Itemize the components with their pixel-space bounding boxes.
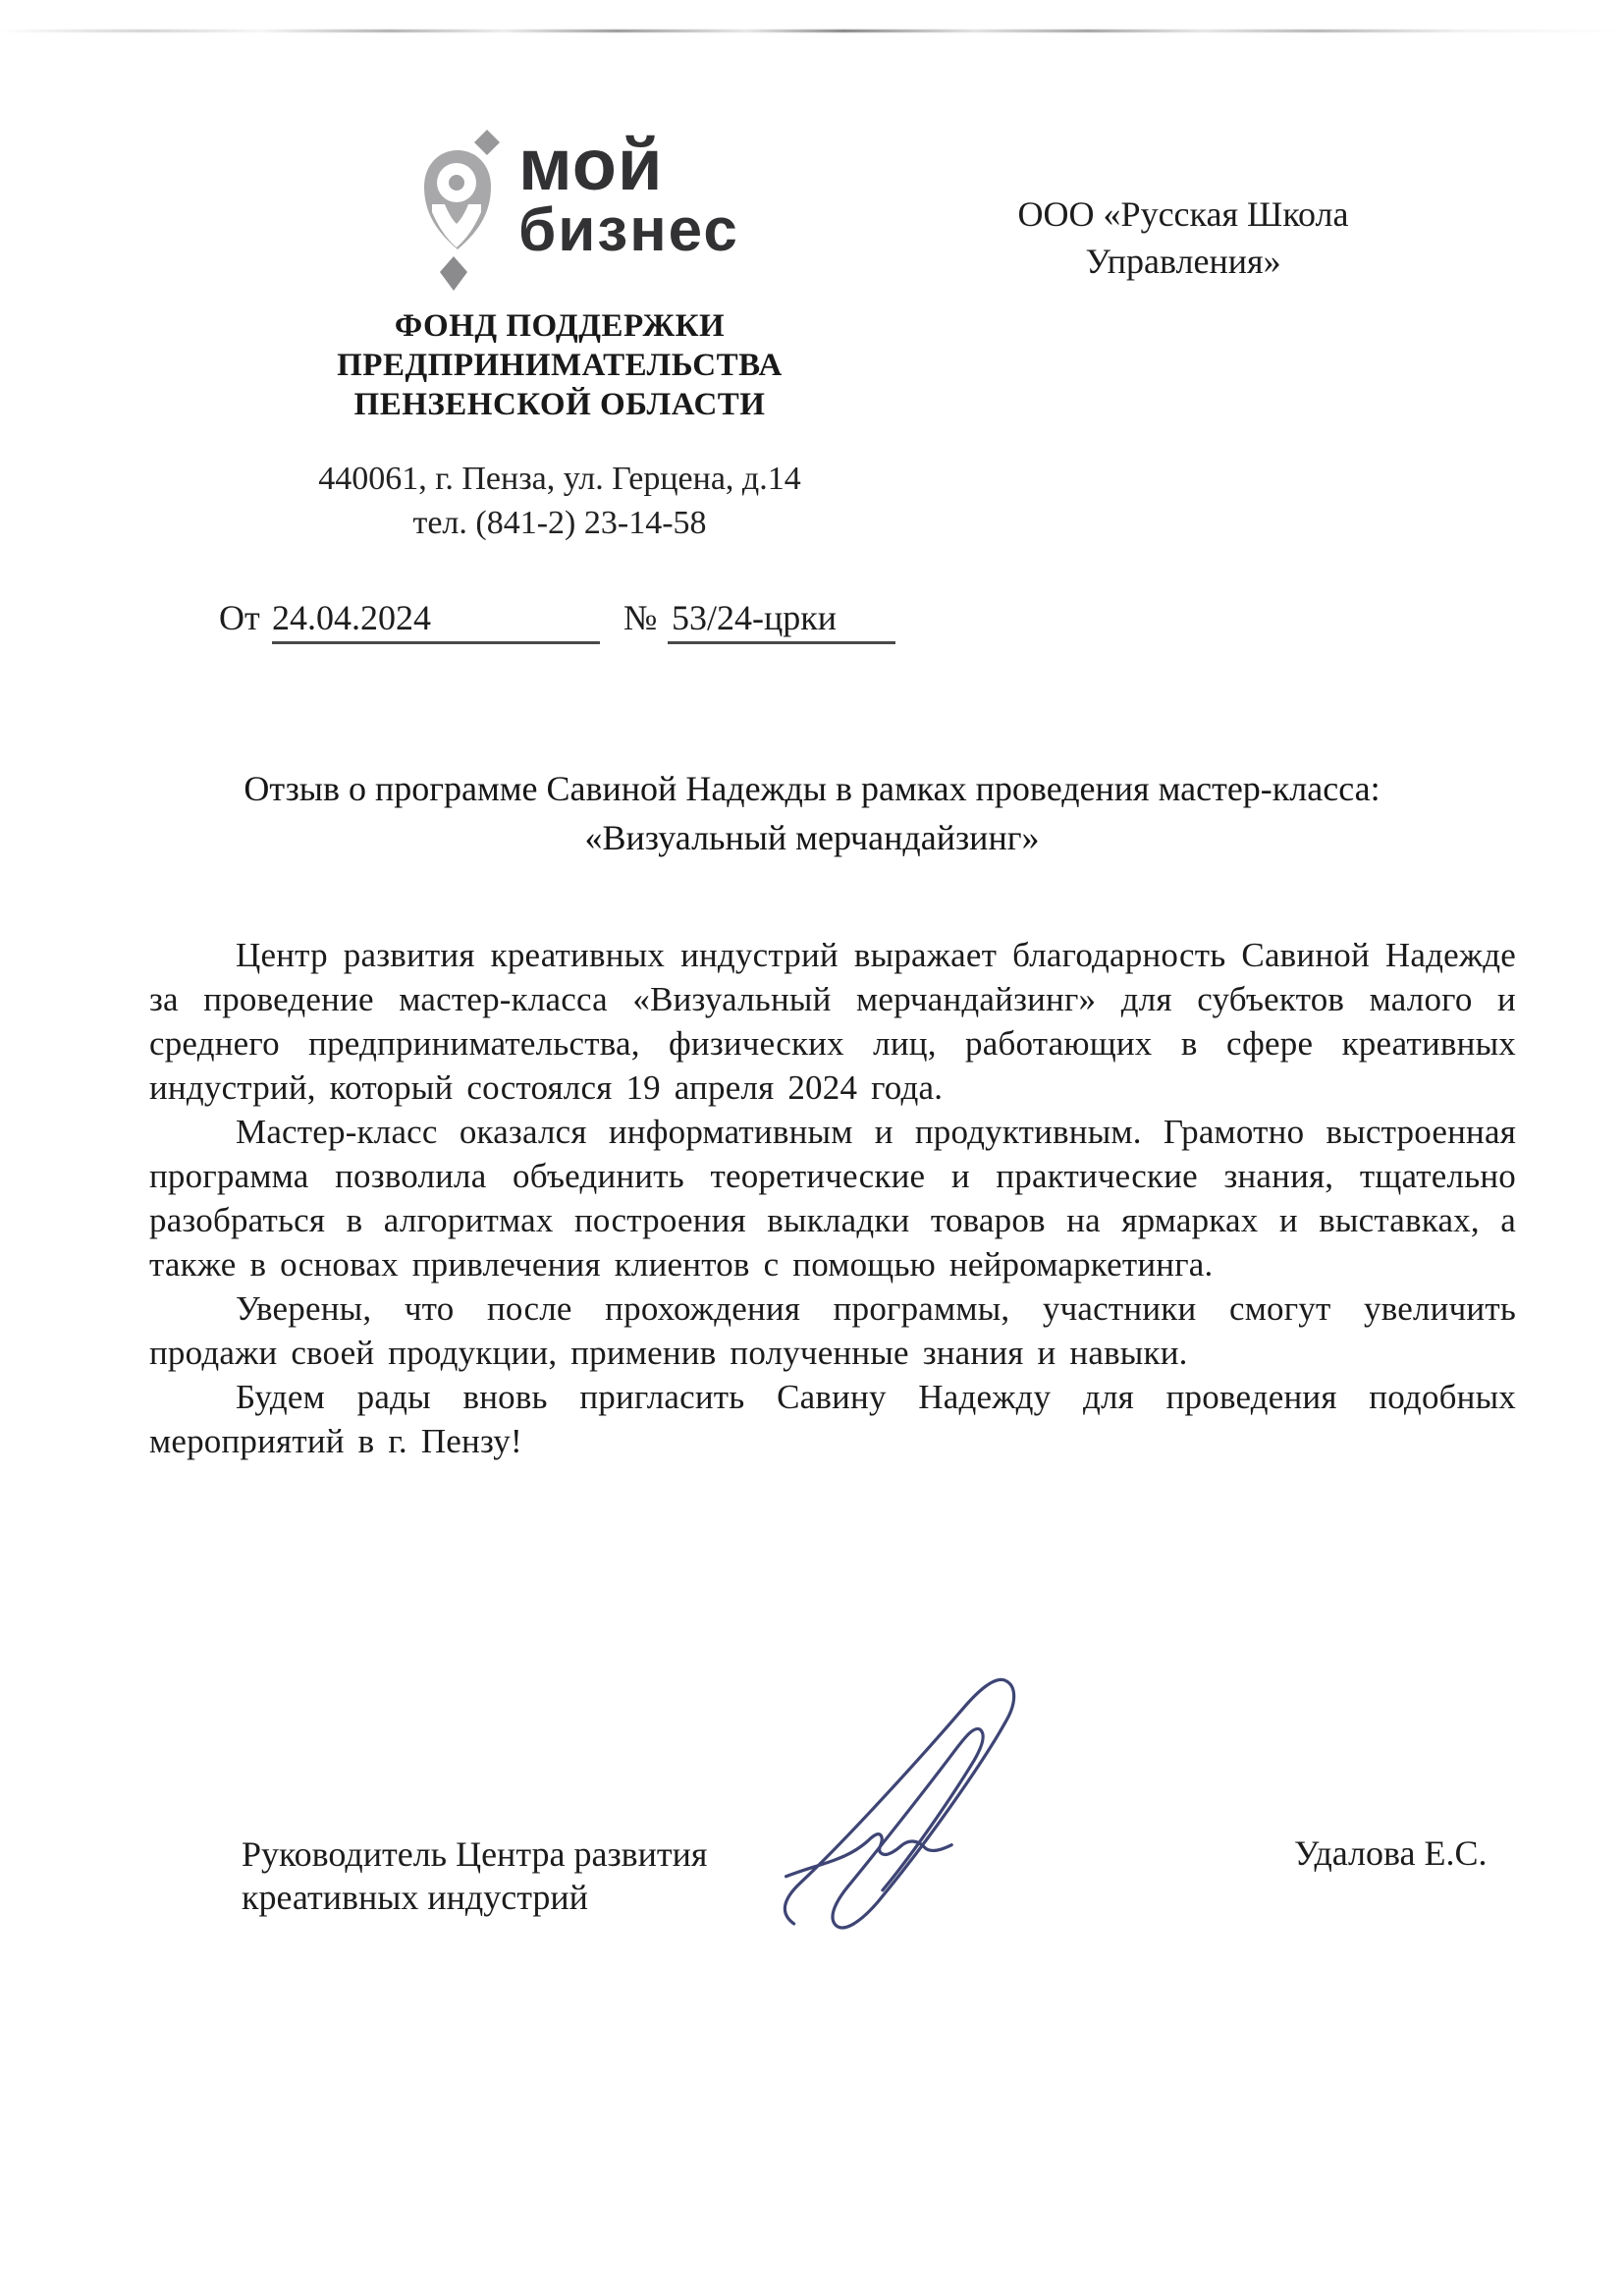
fund-name-line: ФОНД ПОДДЕРЖКИ xyxy=(394,308,726,344)
spark-diamond-icon xyxy=(474,130,500,155)
body-paragraph: Уверены, что после прохождения программы, участники смогут увеличить продажи своей продукции, применив полученные знания и навыки. xyxy=(149,1289,1516,1372)
signer-position-line: креативных индустрий xyxy=(242,1878,588,1917)
body-paragraph: Центр развития креативных индустрий выражает благодарность Савиной Надежде за проведение мастер-класса «Визуальный мерчандайзинг» для субъектов малого и среднего предпринимательства, физических лиц, работающих в сфере креативных индустрий, который состоялся 19 апреля 2024 года. xyxy=(149,936,1516,1107)
fund-name-line: ПЕНЗЕНСКОЙ ОБЛАСТИ xyxy=(353,387,766,422)
my-business-rocket-icon xyxy=(412,122,511,291)
fund-address xyxy=(147,457,972,545)
my-business-logo xyxy=(412,122,739,291)
fund-name-line: ПРЕДПРИНИМАТЕЛЬСТВА xyxy=(337,348,783,383)
body-paragraph: Мастер-класс оказался информативным и продуктивным. Грамотно выстроенная программа позволила объединить теоретические и практические знания, тщательно разобраться в алгоритмах построения выкладки товаров на ярмарках и выставках, а также в основах привлечения клиентов с помощью нейромаркетинга. xyxy=(149,1113,1516,1284)
phone-line: тел. (841-2) 23-14-58 xyxy=(412,505,707,541)
letter-body xyxy=(149,933,1516,1463)
letter-title-line: Отзыв о программе Савиной Надежды в рамках проведения мастер-класса: xyxy=(244,769,1380,808)
letter-number: 53/24-црки xyxy=(668,597,895,644)
flame-diamond-icon xyxy=(440,256,467,291)
letter-title-line: «Визуальный мерчандайзинг» xyxy=(584,818,1040,857)
signature-inner-loop xyxy=(848,1728,983,1889)
signature-outer-loop xyxy=(785,1679,1013,1928)
address-line: 440061, г. Пенза, ул. Герцена, д.14 xyxy=(318,461,801,497)
reference-line xyxy=(0,597,1624,648)
logo-word-moy: мой xyxy=(518,124,664,205)
signer-name: Удалова Е.С. xyxy=(1294,1833,1488,1873)
rocket-window-dot xyxy=(449,175,464,191)
body-paragraph: Будем рады вновь пригласить Савину Надежду для проведения подобных мероприятий в г. Пензу! xyxy=(149,1378,1516,1460)
signer-position-line: Руководитель Центра развития xyxy=(242,1834,708,1874)
handwritten-signature xyxy=(774,1666,1031,1946)
my-business-logo-text xyxy=(518,124,739,264)
letter-date: 24.04.2024 xyxy=(272,597,600,644)
recipient-block xyxy=(967,191,1399,285)
letter-title xyxy=(118,764,1506,862)
number-label: № xyxy=(623,598,658,637)
signer-position xyxy=(242,1832,791,1919)
scan-artifact-line xyxy=(0,29,1624,32)
recipient-line: ООО «Русская Школа xyxy=(1017,194,1349,234)
logo-word-biznes: бизнес xyxy=(518,196,739,264)
from-label: От xyxy=(219,598,260,637)
recipient-line: Управления» xyxy=(1085,242,1281,281)
fund-name xyxy=(147,306,972,424)
